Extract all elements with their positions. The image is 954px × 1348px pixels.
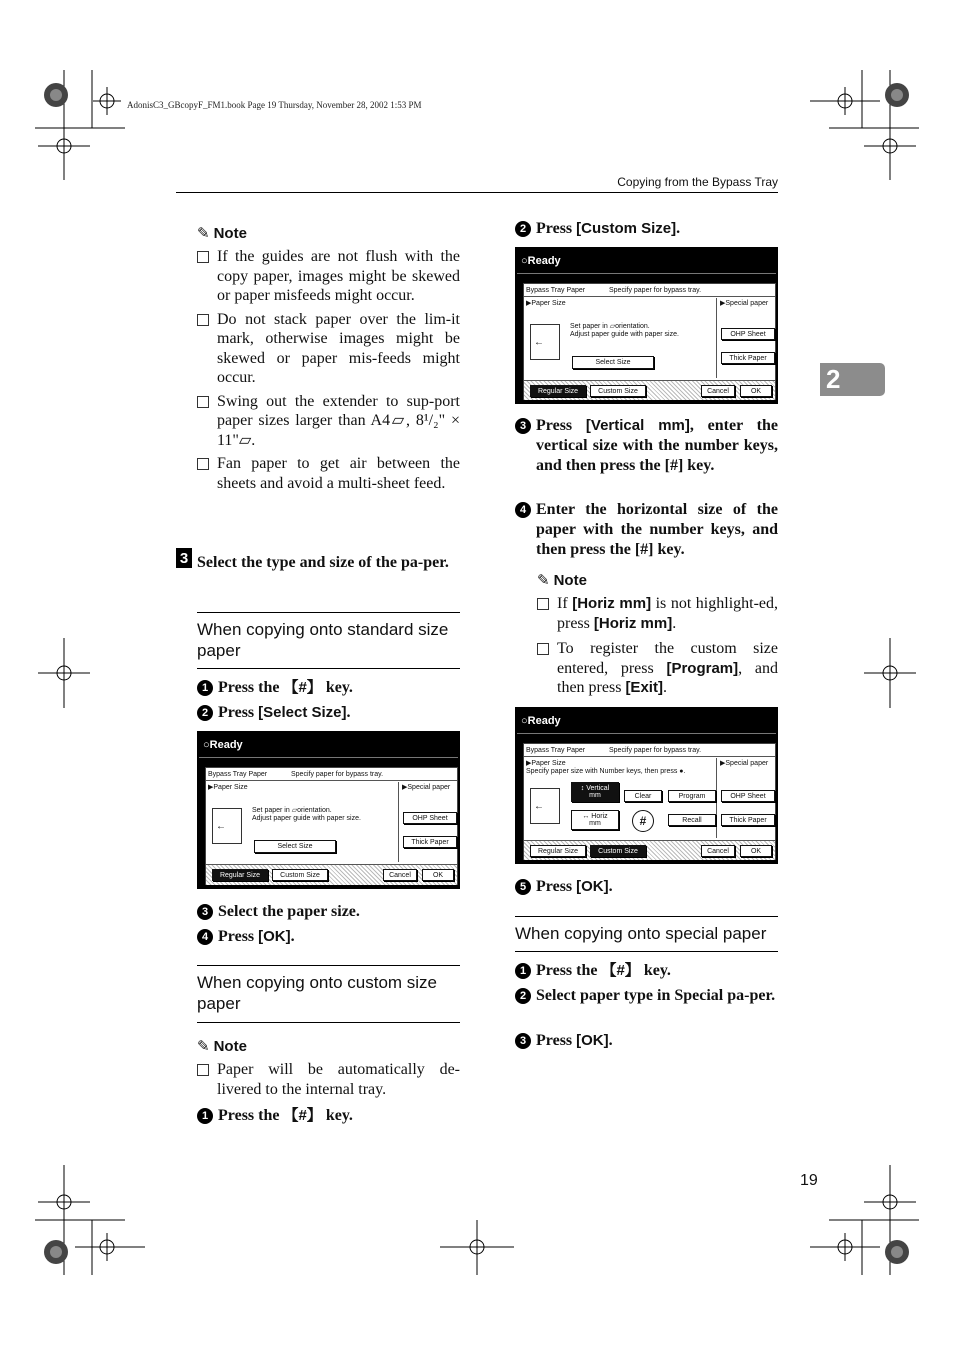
thick-paper-button[interactable]: Thick Paper: [403, 836, 457, 848]
ok-button[interactable]: OK: [422, 869, 454, 881]
header-rule: [176, 192, 778, 193]
select-size-button[interactable]: Select Size: [572, 356, 654, 369]
screen-panel: Bypass Tray Paper Specify paper for bypass tray. ▶Paper Size ▶Special paper Set paper in ▱orientation. Adjust paper guide with paper size. ← Select Size OHP Sheet Thick Paper Regular Size Custom Size Cancel OK: [205, 767, 458, 885]
custom-size-button[interactable]: Custom Size: [590, 845, 646, 857]
note-item: If the guides are not flush with the copy paper, images might be skewed or paper misfeeds might occur.: [197, 247, 460, 306]
screen-custom-entry: [515, 707, 778, 864]
regular-size-button[interactable]: Regular Size: [530, 845, 586, 857]
ohp-sheet-button[interactable]: OHP Sheet: [721, 328, 775, 340]
cancel-button[interactable]: Cancel: [383, 869, 417, 881]
pencil-icon: ✎: [197, 224, 210, 242]
substep: 2 Select paper type in Special pa-per.: [515, 986, 778, 1006]
hash-key-icon[interactable]: #: [632, 810, 654, 832]
ohp-sheet-button[interactable]: OHP Sheet: [721, 790, 775, 802]
note-label: Note: [553, 571, 587, 589]
tray-illustration: ←: [530, 788, 560, 824]
substep: 1 Press the 【#】 key.: [515, 961, 778, 981]
screen-status: ○ Ready: [199, 733, 458, 758]
section-heading-custom: When copying onto custom size paper: [197, 965, 460, 1023]
cancel-button[interactable]: Cancel: [701, 385, 735, 397]
note-item: Swing out the extender to sup-port paper sizes larger than A4▱, 8¹/₂" × 11"▱.: [197, 392, 460, 451]
substep: 3 Select the paper size.: [197, 902, 460, 922]
note-item: Do not stack paper over the lim-it mark, otherwise images might be skewed or paper mis-feeds might occur.: [197, 310, 460, 388]
custom-size-button[interactable]: Custom Size: [590, 385, 646, 397]
clear-button[interactable]: Clear: [624, 790, 662, 802]
program-button[interactable]: Program: [668, 790, 716, 802]
step-number-badge: 3: [176, 548, 192, 568]
ok-button[interactable]: OK: [740, 845, 772, 857]
screen-panel: Bypass Tray Paper Specify paper for bypass tray. ▶Paper Size ▶Special paper Set paper in ▱orientation. Adjust paper guide with paper size. ← Select Size OHP Sheet Thick Paper Regular Size Custom Size Cancel OK: [523, 283, 776, 400]
note-label: Note: [213, 1037, 247, 1055]
screen-status: ○ Ready: [517, 709, 776, 734]
note-heading: [197, 224, 247, 242]
running-head: Copying from the Bypass Tray: [617, 175, 778, 189]
substep: 2 Press [Select Size].: [197, 703, 460, 723]
select-size-button[interactable]: Select Size: [254, 840, 336, 853]
substep: 5 Press [OK].: [515, 877, 778, 897]
substep: 3 Press [Vertical mm], enter the vertical size with the number keys, and then press the [#] key.: [515, 416, 778, 476]
thick-paper-button[interactable]: Thick Paper: [721, 814, 775, 826]
substep: 2 Press [Custom Size].: [515, 219, 778, 239]
tray-illustration: ←: [212, 808, 242, 844]
substep: 1 Press the 【#】 key.: [197, 678, 460, 698]
checkbox-icon: [537, 598, 549, 610]
ok-button[interactable]: OK: [740, 385, 772, 397]
checkbox-icon: [197, 314, 209, 326]
screen-custom-size: [515, 247, 778, 404]
note-list: [197, 247, 460, 493]
regular-size-button[interactable]: Regular Size: [212, 869, 268, 881]
tray-illustration: ←: [530, 324, 560, 360]
screen-select-size: [197, 731, 460, 889]
checkbox-icon: [197, 396, 209, 408]
note-list: [197, 1060, 460, 1099]
file-info: AdonisC3_GBcopyF_FM1.book Page 19 Thursday, November 28, 2002 1:53 PM: [127, 100, 422, 110]
section-heading-standard: When copying onto standard size paper: [197, 612, 460, 669]
ohp-sheet-button[interactable]: OHP Sheet: [403, 812, 457, 824]
screen-status: ○ Ready: [517, 249, 776, 274]
screen-panel: Bypass Tray Paper Specify paper for bypass tray. ▶Paper Size Specify paper size with Number keys, then press ●. ▶Special paper ← ↕ Vertical mm ↔ Horiz mm Clear Program # Recall OHP Sheet Thick Paper Regular Size Custom Size Cancel OK: [523, 743, 776, 860]
vertical-mm-button[interactable]: ↕ Vertical mm: [571, 782, 619, 802]
note-label: Note: [213, 224, 247, 242]
substep: 1 Press the 【#】 key.: [197, 1106, 460, 1126]
horiz-mm-button[interactable]: ↔ Horiz mm: [571, 810, 619, 830]
pencil-icon: ✎: [197, 1037, 210, 1055]
substep: 4 Enter the horizontal size of the paper with the number keys, and then press the [#] key.: [515, 500, 778, 560]
substep: 3 Press [OK].: [515, 1031, 778, 1051]
note-item: If [Horiz mm] is not highlight-ed, press [Horiz mm].: [537, 594, 778, 633]
note-heading: [537, 571, 587, 589]
note-list: [537, 594, 778, 698]
chapter-tab: 2: [820, 363, 885, 396]
custom-size-button[interactable]: Custom Size: [272, 869, 328, 881]
substep: 4 Press [OK].: [197, 927, 460, 947]
step-instruction: Select the type and size of the pa-per.: [197, 554, 449, 571]
note-item: Paper will be automatically de-livered to the internal tray.: [197, 1060, 460, 1099]
cancel-button[interactable]: Cancel: [701, 845, 735, 857]
regular-size-button[interactable]: Regular Size: [530, 385, 586, 397]
thick-paper-button[interactable]: Thick Paper: [721, 352, 775, 364]
checkbox-icon: [197, 1064, 209, 1076]
page-number: 19: [800, 1172, 818, 1189]
checkbox-icon: [537, 643, 549, 655]
checkbox-icon: [197, 458, 209, 470]
note-item: To register the custom size entered, press [Program], and then press [Exit].: [537, 639, 778, 698]
note-item: Fan paper to get air between the sheets and avoid a multi-sheet feed.: [197, 454, 460, 493]
checkbox-icon: [197, 251, 209, 263]
pencil-icon: ✎: [537, 571, 550, 589]
section-heading-special: When copying onto special paper: [515, 916, 778, 952]
recall-button[interactable]: Recall: [668, 814, 716, 826]
note-heading: [197, 1037, 247, 1055]
